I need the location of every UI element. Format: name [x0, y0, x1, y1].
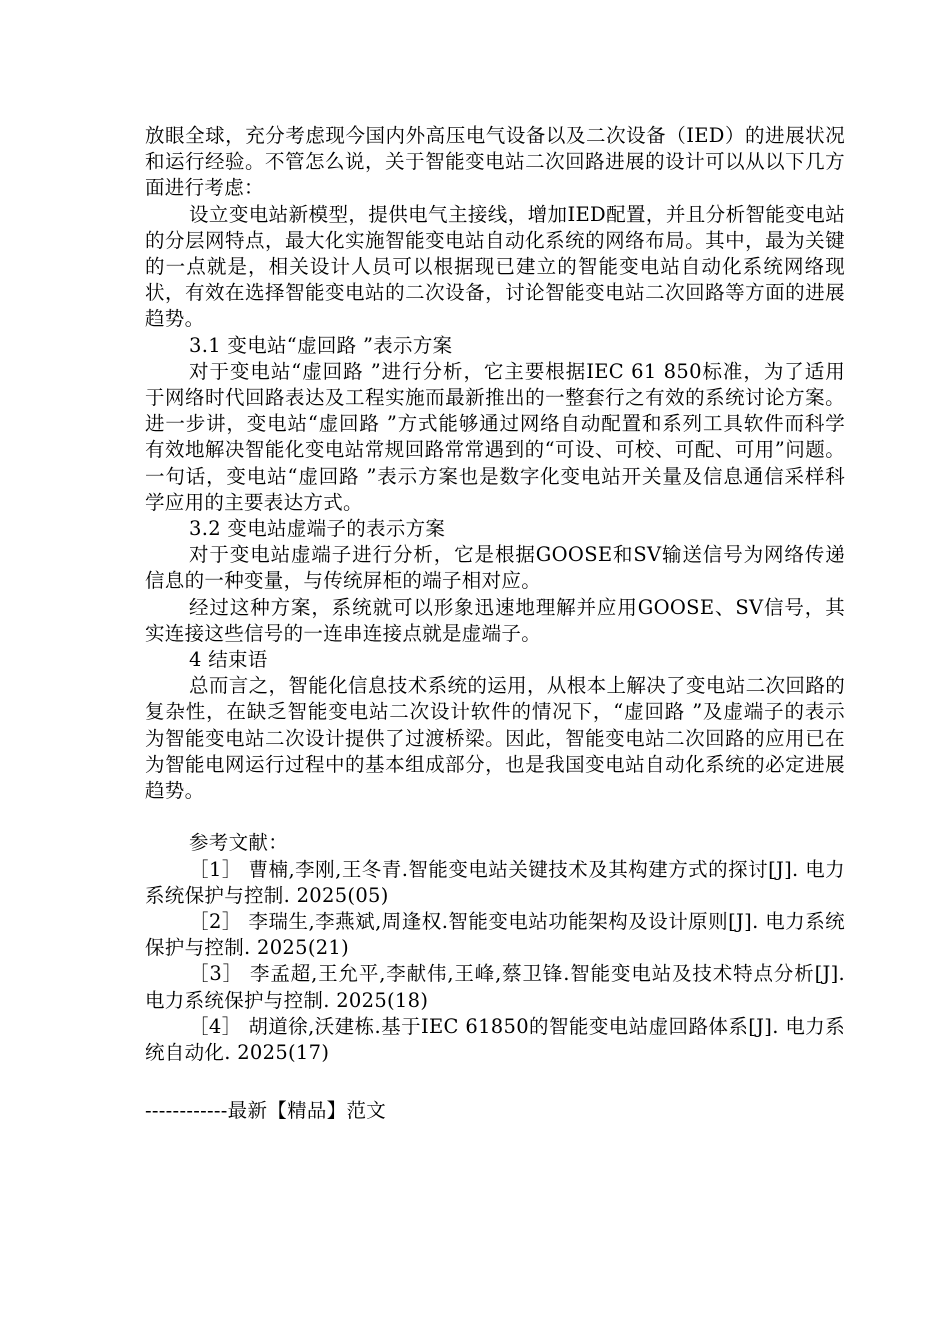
paragraph-virtual-terminal: 对于变电站虚端子进行分析，它是根据GOOSE和SV输送信号为网络传递信息的一种变量，与传统屏柜的端子相对应。 — [145, 543, 845, 593]
reference-item: ［4］ 胡道徐,沃建栋.基于IEC 61850的智能变电站虚回路体系[J]. 电力系统自动化. 2025(17) — [145, 1014, 845, 1065]
blank-line — [145, 804, 845, 830]
section-heading-3-1: 3.1 变电站“虚回路 ”表示方案 — [189, 333, 453, 357]
reference-item: ［2］ 李瑞生,李燕斌,周逢权.智能变电站功能架构及设计原则[J]. 电力系统保护与控制. 2025(21) — [145, 910, 845, 960]
paragraph-goose-sv: 经过这种方案，系统就可以形象迅速地理解并应用GOOSE、SV信号，其实连接这些信号的一连串连接点就是虚端子。 — [145, 595, 845, 645]
references-title: 参考文献： — [189, 831, 289, 855]
section-heading-3-2: 3.2 变电站虚端子的表示方案 — [189, 517, 446, 541]
reference-item: ［1］ 曹楠,李刚,王冬青.智能变电站关键技术及其构建方式的探讨[J]. 电力系统保护与控制. 2025(05) — [145, 857, 845, 907]
document-body — [145, 123, 845, 1066]
section-heading-4: 4 结束语 — [189, 648, 268, 672]
footer-label: ------------最新【精品】范文 — [145, 1099, 387, 1122]
paragraph-intro: 放眼全球，充分考虑现今国内外高压电气设备以及二次设备（IED）的进展状况和运行经验。不管怎么说，关于智能变电站二次回路进展的设计可以从以下几方面进行考虑： — [145, 124, 845, 200]
paragraph-conclusion: 总而言之，智能化信息技术系统的运用，从根本上解决了变电站二次回路的复杂性，在缺乏智能变电站二次设计软件的情况下，“虚回路 ”及虚端子的表示为智能变电站二次设计提供了过渡桥梁。因此，智能变电站二次回路的应用已在为智能电网运行过程中的基本组成部分，也是我国变电站自动化系统的必定进展趋势。 — [145, 674, 845, 803]
reference-item: ［3］ 李孟超,王允平,李献伟,王峰,蔡卫锋.智能变电站及技术特点分析[J]. 电力系统保护与控制. 2025(18) — [145, 962, 845, 1012]
paragraph-model: 设立变电站新模型，提供电气主接线，增加IED配置，并且分析智能变电站的分层网特点，最大化实施智能变电站自动化系统的网络布局。其中，最为关键的一点就是，相关设计人员可以根据现已建立的智能变电站自动化系统网络现状，有效在选择智能变电站的二次设备，讨论智能变电站二次回路等方面的进展趋势。 — [145, 202, 845, 331]
paragraph-virtual-circuit: 对于变电站“虚回路 ”进行分析，它主要根据IEC 61 850标准，为了适用于网络时代回路表达及工程实施而最新推出的一整套行之有效的系统讨论方案。进一步讲，变电站“虚回路 ”方式能够通过网络自动配置和系列工具软件而科学有效地解决智能化变电站常规回路常常遇到的“可设、可校、可配、可用”问题。一句话，变电站“虚回路 ”表示方案也是数字化变电站开关量及信息通信采样科学应用的主要表达方式。 — [145, 359, 845, 514]
